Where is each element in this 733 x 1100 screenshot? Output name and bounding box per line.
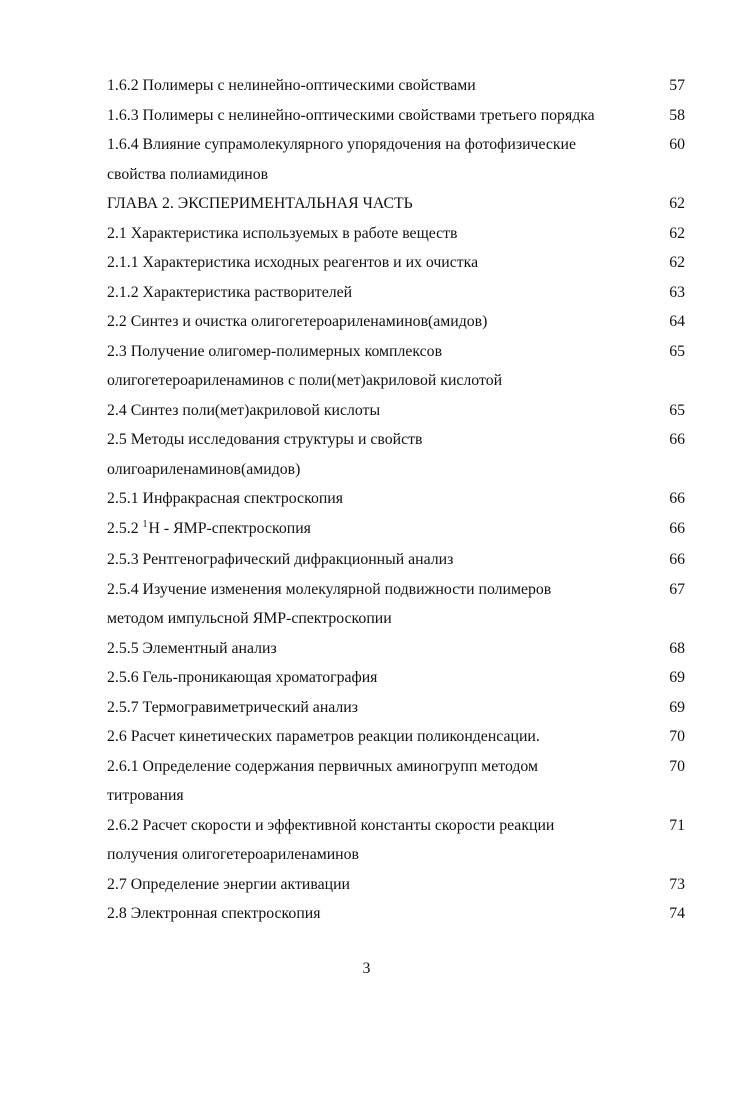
toc-page-number: 70	[669, 757, 685, 775]
toc-page-number: 65	[669, 401, 685, 419]
toc-entry-title: 2.5.1 Инфракрасная спектроскопия	[107, 490, 344, 507]
toc-page-number: 69	[669, 698, 685, 716]
toc-page-number: 70	[669, 728, 685, 745]
toc-entry-title: 2.6.1 Определение содержания первичных аминогрупп методом	[107, 757, 539, 775]
toc-entry	[107, 425, 685, 484]
toc-entry-title: 1.6.4 Влияние супрамолекулярного упорядочения на фотофизические	[107, 136, 577, 153]
toc-entry	[107, 693, 685, 723]
toc-entry-title-continuation: олигогетероариленаминов с поли(мет)акриловой кислотой	[107, 372, 503, 389]
toc-entry-title-continuation: титрования	[107, 787, 184, 804]
toc-entry-title-continuation: получения олигогетероариленаминов	[107, 846, 359, 863]
toc-entry	[107, 307, 685, 337]
toc-entry-title: 2.5.5 Элементный анализ	[107, 639, 277, 657]
toc-entry	[107, 634, 685, 664]
toc-entry-title-continuation: свойства полиамидинов	[107, 165, 269, 183]
toc-entry	[107, 337, 685, 396]
toc-entry	[107, 248, 685, 278]
toc-entry-title: ГЛАВА 2. ЭКСПЕРИМЕНТАЛЬНАЯ ЧАСТЬ	[107, 195, 413, 212]
toc-page-number: 65	[669, 342, 685, 360]
toc-entry	[107, 189, 685, 219]
toc-entry	[107, 899, 685, 929]
toc-page-number: 74	[669, 905, 685, 922]
toc-entry	[107, 71, 685, 101]
superscript-mark: 1	[142, 518, 148, 530]
toc-page-number: 73	[669, 875, 685, 893]
toc-entry-title: 2.6 Расчет кинетических параметров реакции поликонденсации.	[107, 728, 540, 745]
toc-entry	[107, 811, 685, 870]
toc-entry-title: 2.5.4 Изучение изменения молекулярной подвижности полимеров	[107, 580, 552, 598]
toc-page-number: 62	[669, 195, 685, 212]
toc-page-number: 68	[669, 639, 685, 657]
toc-page-number: 60	[669, 136, 685, 153]
toc-entry-title: 2.6.2 Расчет скорости и эффективной константы скорости реакции	[107, 816, 555, 834]
toc-entry-title-continuation: олигоариленаминов(амидов)	[107, 460, 301, 478]
toc-page-number: 66	[669, 490, 685, 507]
toc-page-number: 58	[669, 106, 685, 124]
page-number: 3	[362, 960, 371, 977]
toc-entry	[107, 130, 685, 189]
toc-entry	[107, 545, 685, 575]
toc-entry	[107, 219, 685, 249]
toc-page-number: 62	[669, 254, 685, 271]
table-of-contents	[107, 71, 685, 929]
toc-page-number: 67	[669, 580, 685, 598]
toc-entry-title: 2.4 Синтез поли(мет)акриловой кислоты	[107, 401, 381, 419]
toc-entry	[107, 752, 685, 811]
toc-entry-title: 2.5.6 Гель-проникающая хроматография	[107, 669, 378, 686]
toc-page-number: 62	[669, 224, 685, 242]
toc-entry-title: 2.5 Методы исследования структуры и свойств	[107, 431, 423, 448]
toc-entry	[107, 722, 685, 752]
toc-entry	[107, 870, 685, 900]
toc-entry	[107, 101, 685, 131]
toc-entry-title	[107, 514, 647, 546]
toc-page-number: 66	[669, 431, 685, 448]
toc-entry	[107, 514, 685, 546]
toc-entry-title: 2.3 Получение олигомер-полимерных комплексов	[107, 342, 443, 360]
toc-entry-title: 2.5.3 Рентгенографический дифракционный анализ	[107, 551, 454, 568]
toc-page-number: 71	[669, 816, 685, 834]
toc-entry-title: 2.1.1 Характеристика исходных реагентов и их очистка	[107, 254, 479, 271]
toc-entry-title: 2.1 Характеристика используемых в работе веществ	[107, 224, 458, 242]
toc-entry-title: 2.5.7 Термогравиметрический анализ	[107, 698, 358, 716]
toc-entry-text: H - ЯМР-спектроскопия	[148, 519, 311, 537]
toc-entry-title: 2.2 Синтез и очистка олигогетероариленаминов(амидов)	[107, 313, 488, 330]
toc-entry	[107, 278, 685, 308]
toc-page-number: 64	[669, 313, 685, 330]
toc-entry-title-continuation: методом импульсной ЯМР-спектроскопии	[107, 610, 392, 627]
toc-entry	[107, 484, 685, 514]
toc-entry-title: 1.6.2 Полимеры с нелинейно-оптическими свойствами	[107, 77, 476, 94]
toc-entry-title: 1.6.3 Полимеры с нелинейно-оптическими свойствами третьего порядка	[107, 106, 595, 124]
toc-page-number: 66	[669, 519, 685, 537]
toc-entry	[107, 575, 685, 634]
toc-page-number: 57	[669, 77, 685, 94]
toc-entry	[107, 663, 685, 693]
toc-entry	[107, 396, 685, 426]
toc-entry-title: 2.8 Электронная спектроскопия	[107, 905, 321, 922]
toc-page-number: 66	[669, 551, 685, 568]
toc-entry-title: 2.7 Определение энергии активации	[107, 875, 351, 893]
toc-page-number: 63	[669, 283, 685, 301]
toc-page-number: 69	[669, 669, 685, 686]
toc-entry-title: 2.1.2 Характеристика растворителей	[107, 283, 353, 301]
toc-entry-number: 2.5.2	[107, 519, 139, 537]
